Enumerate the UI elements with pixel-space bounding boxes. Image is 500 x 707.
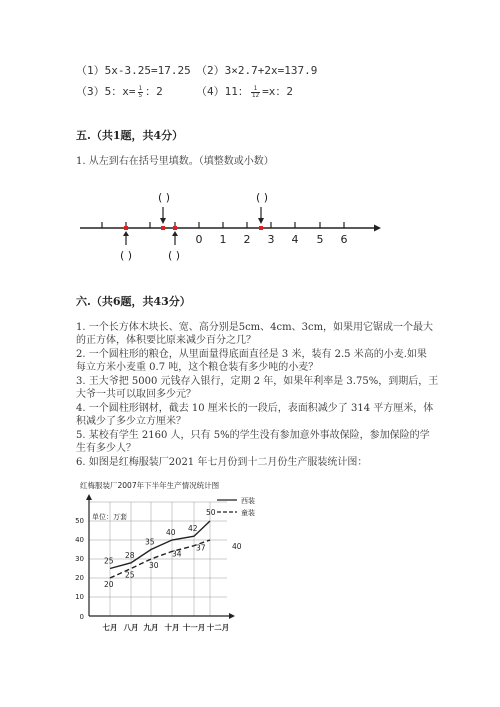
tick-label-0: 0 (195, 233, 203, 246)
x-tick-label: 十二月 (206, 623, 230, 632)
bottom-brackets (120, 249, 180, 262)
fraction: $\frac{1}{5}$ (138, 84, 143, 99)
data-label: 28 (125, 550, 135, 560)
data-label: 25 (125, 570, 135, 580)
tick-label-2: 2 (243, 233, 251, 246)
data-label: 37 (196, 543, 206, 553)
x-axis-arrow (229, 613, 235, 619)
tick-label-1: 1 (219, 233, 227, 246)
tick-label-4: 4 (291, 233, 299, 246)
equation-3: （3）5：x= $\frac{1}{5}$ ：2 (76, 84, 163, 99)
number-line-labels (196, 233, 348, 246)
section-6-line-8: 积减少了多少立方厘米？ (76, 416, 186, 427)
section-6-line-3: 2. 一个圆柱形的粮仓，从里面量得底面直径是 3 米，装有 2.5 米高的小麦.如果 (76, 349, 427, 360)
y-axis-arrow (86, 494, 92, 500)
down-arrow-icon (258, 207, 264, 224)
tick-label-5: 5 (316, 233, 324, 246)
fraction: $\frac{1}{12}$ (251, 84, 260, 99)
chart-y-ticks (75, 517, 84, 621)
down-arrows (160, 207, 264, 224)
section-5-title: 五.（共1题，共4分） (76, 129, 184, 142)
y-tick-label: 10 (75, 593, 84, 601)
x-tick-label: 八月 (123, 623, 139, 632)
section-6-line-2: 的正方体，体积要比原来减少百分之几？ (76, 335, 256, 346)
y-tick-label: 30 (75, 555, 84, 563)
data-label: 20 (104, 580, 114, 589)
section-6-line-9: 5. 某校有学生 2160 人，只有 5%的学生没有参加意外事故保险，参加保险的学 (76, 430, 430, 441)
up-arrow-icon (172, 231, 178, 245)
section-6-line-4: 每立方米小麦重 0.7 吨，这个粮仓装有多少吨的小麦？ (76, 362, 319, 373)
top-brackets (158, 191, 268, 204)
line-chart (0, 470, 500, 640)
chart-x-labels (103, 622, 230, 632)
red-mark (259, 226, 263, 230)
up-arrow-icon (123, 231, 129, 245)
chart-title: 红梅服装厂2007年下半年生产情况统计图 (80, 481, 220, 490)
y-tick-label: 50 (75, 517, 84, 525)
section-6-line-10: 生有多少人？ (76, 443, 136, 454)
red-mark (161, 226, 165, 230)
equation-4: （4）11： $\frac{1}{12}$ =x：2 (196, 84, 293, 99)
number-line (70, 185, 390, 265)
section-5-question: 1. 从左到右在括号里填数。（填整数或小数） (76, 156, 274, 167)
y-tick-label: 20 (75, 574, 84, 582)
x-tick-label: 十一月 (182, 623, 206, 632)
section-6-line-7: 4. 一个圆柱形钢材，截去 10 厘米长的一段后，表面积减少了 314 平方厘米，体 (76, 403, 434, 414)
tick-label-6: 6 (340, 233, 348, 246)
up-arrows (123, 231, 178, 245)
red-mark (124, 226, 128, 230)
data-label: 30 (149, 561, 159, 570)
data-label: 50 (206, 508, 216, 517)
x-tick-label: 九月 (143, 623, 159, 632)
chart-legend (217, 496, 255, 517)
data-label: 25 (104, 556, 114, 566)
answer-bracket: ( ) (119, 249, 133, 262)
answer-bracket: ( ) (255, 191, 269, 204)
legend-label-kids: 童装 (241, 509, 255, 517)
data-label: 42 (188, 524, 198, 534)
x-tick-label: 十月 (164, 623, 180, 632)
section-6-line-5: 3. 王大爷把 5000 元钱存入银行，定期 2 年，如果年利率是 3.75%，到期后，王 (76, 376, 439, 387)
data-label: 34 (172, 549, 182, 559)
answer-bracket: ( ) (167, 249, 181, 262)
legend-label-suits: 西装 (241, 497, 255, 505)
number-line-ticks (102, 222, 344, 228)
red-mark (173, 226, 177, 230)
section-6-line-11: 6. 如图是红梅服装厂2021 年七月份到十二月份生产服装统计图： (76, 457, 368, 468)
answer-bracket: ( ) (157, 191, 171, 204)
data-label: 40 (166, 528, 176, 537)
y-tick-label: 0 (79, 613, 84, 621)
x-tick-label: 七月 (102, 623, 118, 632)
down-arrow-icon (160, 207, 166, 224)
data-label: 40 (232, 542, 242, 551)
y-tick-label: 40 (75, 536, 84, 544)
equation-1: （1）5x-3.25=17.25 (76, 64, 191, 77)
section-6-title: 六.（共6题，共43分） (76, 295, 191, 308)
chart-unit-label: 单位：万套 (92, 513, 127, 521)
tick-label-3: 3 (267, 233, 275, 246)
section-6-line-1: 1. 一个长方体木块长、宽、高分别是5cm、4cm、3cm，如果用它锯成一个最大 (76, 322, 434, 333)
data-label: 35 (145, 537, 155, 547)
section-6-line-6: 大爷一共可以取回多少元？ (76, 389, 196, 400)
equation-2: （2）3×2.7+2x=137.9 (196, 64, 318, 77)
